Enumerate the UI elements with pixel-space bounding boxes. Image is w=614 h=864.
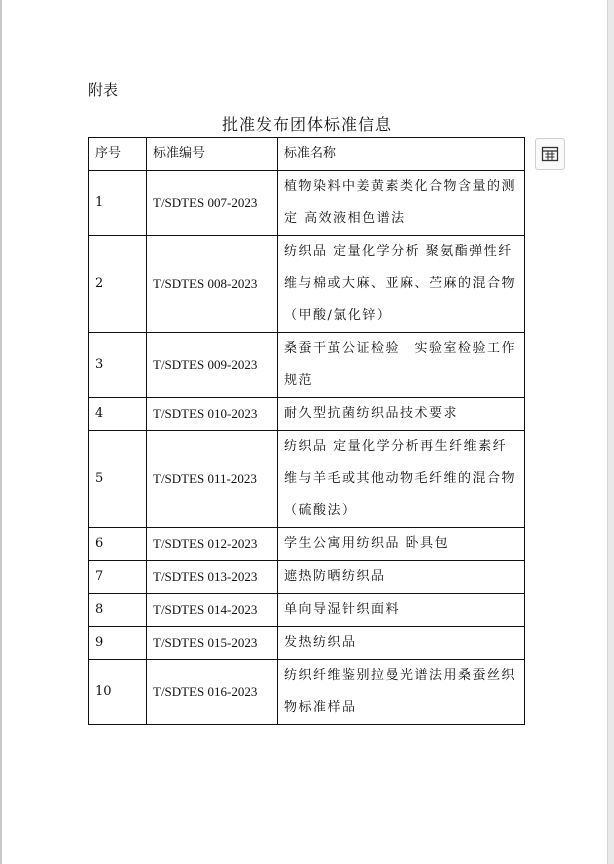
row-serial: 6 — [89, 528, 147, 561]
row-code: T/SDTES 015-2023 — [147, 627, 278, 660]
row-code: T/SDTES 013-2023 — [147, 561, 278, 594]
row-serial: 8 — [89, 594, 147, 627]
row-code: T/SDTES 007-2023 — [147, 171, 278, 236]
table-row — [89, 660, 525, 725]
table-title: 批准发布团体标准信息 — [221, 115, 392, 134]
header-code: 标准编号 — [147, 138, 278, 171]
table-grid-icon — [541, 145, 559, 163]
table-row — [89, 398, 525, 431]
table-row — [89, 594, 525, 627]
header-name: 标准名称 — [278, 138, 525, 171]
row-serial: 1 — [89, 171, 147, 236]
header-serial: 序号 — [89, 138, 147, 171]
table-row — [89, 171, 525, 236]
row-name: 单向导湿针织面料 — [278, 594, 525, 627]
table-row — [89, 431, 525, 528]
row-name: 纺织品 定量化学分析再生纤维素纤维与羊毛或其他动物毛纤维的混合物（硫酸法） — [278, 431, 525, 528]
table-row — [89, 627, 525, 660]
row-serial: 4 — [89, 398, 147, 431]
row-code: T/SDTES 010-2023 — [147, 398, 278, 431]
row-serial: 2 — [89, 236, 147, 333]
row-code: T/SDTES 016-2023 — [147, 660, 278, 725]
row-code: T/SDTES 012-2023 — [147, 528, 278, 561]
appendix-label: 附表 — [88, 81, 119, 99]
row-name: 耐久型抗菌纺织品技术要求 — [278, 398, 525, 431]
row-code: T/SDTES 008-2023 — [147, 236, 278, 333]
row-code: T/SDTES 014-2023 — [147, 594, 278, 627]
row-serial: 10 — [89, 660, 147, 725]
row-serial: 7 — [89, 561, 147, 594]
row-serial: 3 — [89, 333, 147, 398]
table-row — [89, 236, 525, 333]
table-row — [89, 333, 525, 398]
row-name: 纺织纤维鉴别拉曼光谱法用桑蚕丝织物标准样品 — [278, 660, 525, 725]
table-header-row — [89, 138, 525, 171]
row-name: 遮热防晒纺织品 — [278, 561, 525, 594]
row-name: 植物染料中姜黄素类化合物含量的测定 高效液相色谱法 — [278, 171, 525, 236]
row-serial: 5 — [89, 431, 147, 528]
row-code: T/SDTES 011-2023 — [147, 431, 278, 528]
standards-table — [88, 137, 525, 725]
row-serial: 9 — [89, 627, 147, 660]
row-name: 纺织品 定量化学分析 聚氨酯弹性纤维与棉或大麻、亚麻、苎麻的混合物（甲酸/氯化锌） — [278, 236, 525, 333]
row-name: 发热纺织品 — [278, 627, 525, 660]
row-code: T/SDTES 009-2023 — [147, 333, 278, 398]
table-tool-button[interactable] — [535, 138, 565, 170]
table-row — [89, 561, 525, 594]
table-row — [89, 528, 525, 561]
row-name: 学生公寓用纺织品 卧具包 — [278, 528, 525, 561]
row-name: 桑蚕干茧公证检验 实验室检验工作规范 — [278, 333, 525, 398]
